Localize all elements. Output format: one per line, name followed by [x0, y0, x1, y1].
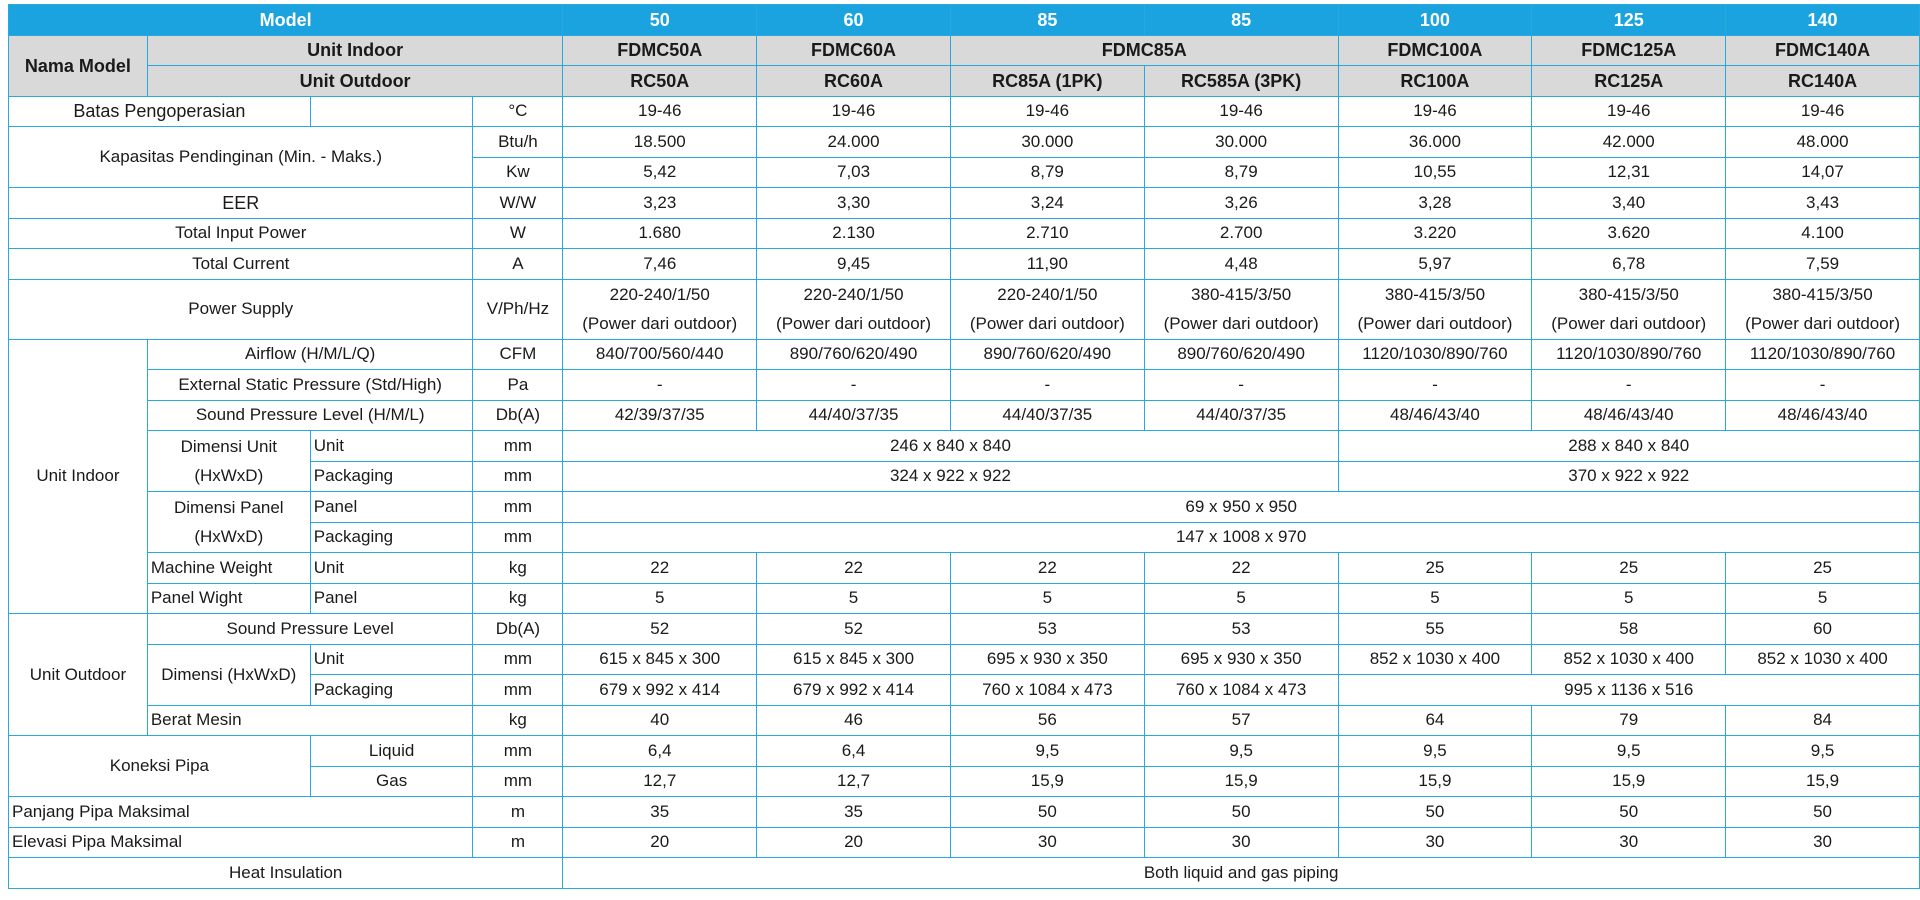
unit-cell: Btu/h [473, 127, 563, 158]
power-supply-line: 380-415/3/50 [1772, 284, 1873, 304]
value-cell: 42/39/37/35 [563, 400, 757, 431]
unit-cell: CFM [473, 339, 563, 370]
value-cell: 48/46/43/40 [1726, 400, 1920, 431]
machine-weight-row [9, 553, 1920, 584]
power-supply-note: (Power dari outdoor) [1745, 314, 1901, 333]
capacity-cell: 125 [1532, 5, 1726, 36]
power-supply-line: 220-240/1/50 [803, 284, 904, 304]
power-supply-note: (Power dari outdoor) [969, 314, 1125, 333]
power-supply-cell [563, 279, 757, 339]
value-cell: 25 [1726, 553, 1920, 584]
value-cell: 30 [1532, 827, 1726, 858]
value-cell: 5 [1532, 583, 1726, 614]
outdoor-model-cell: RC100A [1338, 66, 1532, 97]
value-cell: 60 [1726, 614, 1920, 645]
value-cell: - [950, 370, 1144, 401]
value-cell: 9,5 [1338, 736, 1532, 767]
outdoor-model-cell: RC585A (3PK) [1144, 66, 1338, 97]
value-cell: 370 x 922 x 922 [1338, 461, 1919, 492]
unit-cell: °C [473, 96, 563, 127]
indoor-model-cell: FDMC85A [950, 35, 1338, 66]
indoor-model-cell: FDMC140A [1726, 35, 1920, 66]
outdoor-dim-unit-row [9, 644, 1920, 675]
max-pipe-length-row [9, 797, 1920, 828]
value-cell: 695 x 930 x 350 [1144, 644, 1338, 675]
row-label: Heat Insulation [9, 858, 563, 889]
row-label: Power Supply [9, 279, 473, 339]
model-header-label: Model [9, 5, 563, 36]
value-cell: 9,5 [950, 736, 1144, 767]
value-cell: 9,5 [1144, 736, 1338, 767]
value-cell: 1120/1030/890/760 [1532, 339, 1726, 370]
value-cell: 35 [757, 797, 951, 828]
unit-cell: mm [473, 766, 563, 797]
value-cell: 4,48 [1144, 249, 1338, 280]
value-cell: 25 [1532, 553, 1726, 584]
unit-cell: mm [473, 431, 563, 462]
value-cell: 5 [563, 583, 757, 614]
value-cell: 19-46 [950, 96, 1144, 127]
row-label: Total Input Power [9, 218, 473, 249]
value-cell: 15,9 [1338, 766, 1532, 797]
row-label: Sound Pressure Level [147, 614, 473, 645]
value-cell: 10,55 [1338, 157, 1532, 188]
dim-unit-label [147, 431, 310, 492]
dim-unit-label-line2: (HxWxD) [194, 466, 264, 485]
unit-cell: Db(A) [473, 400, 563, 431]
value-cell: 288 x 840 x 840 [1338, 431, 1919, 462]
value-cell: 42.000 [1532, 127, 1726, 158]
unit-cell: mm [473, 461, 563, 492]
sub-label: Packaging [310, 461, 473, 492]
value-cell: 6,4 [757, 736, 951, 767]
value-cell: 44/40/37/35 [1144, 400, 1338, 431]
value-cell: 84 [1726, 705, 1920, 736]
airflow-row [9, 339, 1920, 370]
value-cell: 57 [1144, 705, 1338, 736]
sub-label: Packaging [310, 675, 473, 706]
outdoor-weight-row [9, 705, 1920, 736]
value-cell: 52 [563, 614, 757, 645]
row-label: Panel Wight [147, 583, 310, 614]
value-cell: 40 [563, 705, 757, 736]
value-cell: 69 x 950 x 950 [563, 492, 1920, 523]
value-cell: 3.620 [1532, 218, 1726, 249]
unit-cell: m [473, 827, 563, 858]
sub-label: Panel [310, 492, 473, 523]
value-cell: 22 [757, 553, 951, 584]
value-cell: 3.220 [1338, 218, 1532, 249]
value-cell: 79 [1532, 705, 1726, 736]
value-cell: 3,40 [1532, 188, 1726, 219]
value-cell: 50 [1144, 797, 1338, 828]
indoor-unit-label: Unit Indoor [147, 35, 563, 66]
value-cell: 25 [1338, 553, 1532, 584]
value-cell: 2.700 [1144, 218, 1338, 249]
value-cell: 2.130 [757, 218, 951, 249]
power-supply-note: (Power dari outdoor) [776, 314, 932, 333]
value-cell: 30.000 [1144, 127, 1338, 158]
value-cell: 3,26 [1144, 188, 1338, 219]
value-cell: 760 x 1084 x 473 [1144, 675, 1338, 706]
value-cell: 53 [1144, 614, 1338, 645]
value-cell: 22 [1144, 553, 1338, 584]
unit-cell: kg [473, 583, 563, 614]
outdoor-unit-label: Unit Outdoor [147, 66, 563, 97]
outdoor-model-cell: RC125A [1532, 66, 1726, 97]
outdoor-model-cell: RC140A [1726, 66, 1920, 97]
value-cell: 615 x 845 x 300 [563, 644, 757, 675]
value-cell: 1.680 [563, 218, 757, 249]
value-cell: 46 [757, 705, 951, 736]
value-cell: 30 [1338, 827, 1532, 858]
sub-label: Liquid [310, 736, 473, 767]
indoor-model-cell: FDMC100A [1338, 35, 1532, 66]
power-supply-cell [950, 279, 1144, 339]
empty-cell [310, 96, 473, 127]
value-cell: 695 x 930 x 350 [950, 644, 1144, 675]
unit-cell: V/Ph/Hz [473, 279, 563, 339]
value-cell: 5 [757, 583, 951, 614]
value-cell: 11,90 [950, 249, 1144, 280]
value-cell: 5,97 [1338, 249, 1532, 280]
row-label: Airflow (H/M/L/Q) [147, 339, 473, 370]
power-supply-line: 380-415/3/50 [1191, 284, 1292, 304]
outdoor-model-cell: RC50A [563, 66, 757, 97]
value-cell: 7,03 [757, 157, 951, 188]
value-cell: 760 x 1084 x 473 [950, 675, 1144, 706]
value-cell: - [563, 370, 757, 401]
value-cell: 50 [1532, 797, 1726, 828]
value-cell: 9,5 [1726, 736, 1920, 767]
value-cell: 2.710 [950, 218, 1144, 249]
value-cell: 3,24 [950, 188, 1144, 219]
value-cell: 24.000 [757, 127, 951, 158]
value-cell: 30 [1726, 827, 1920, 858]
value-cell: - [757, 370, 951, 401]
sub-label: Unit [310, 431, 473, 462]
pipe-section-label: Koneksi Pipa [9, 736, 311, 797]
indoor-dim-unit-row [9, 431, 1920, 462]
row-label: Berat Mesin [147, 705, 473, 736]
row-label: Machine Weight [147, 553, 310, 584]
outdoor-dim-label: Dimensi (HxWxD) [147, 644, 310, 705]
value-cell: 1120/1030/890/760 [1338, 339, 1532, 370]
value-cell: 15,9 [1532, 766, 1726, 797]
row-label: Kapasitas Pendinginan (Min. - Maks.) [9, 127, 473, 188]
power-supply-cell [1726, 279, 1920, 339]
model-header-row [9, 5, 1920, 36]
power-supply-cell [1532, 279, 1726, 339]
unit-cell: kg [473, 705, 563, 736]
value-cell: 324 x 922 x 922 [563, 461, 1338, 492]
value-cell: 12,7 [563, 766, 757, 797]
value-cell: 147 x 1008 x 970 [563, 522, 1920, 553]
value-cell: 36.000 [1338, 127, 1532, 158]
dim-panel-label [147, 492, 310, 553]
outdoor-model-cell: RC60A [757, 66, 951, 97]
value-cell: 12,7 [757, 766, 951, 797]
capacity-cell: 85 [950, 5, 1144, 36]
outdoor-model-cell: RC85A (1PK) [950, 66, 1144, 97]
capacity-cell: 50 [563, 5, 757, 36]
value-cell: 8,79 [950, 157, 1144, 188]
value-cell: 52 [757, 614, 951, 645]
value-cell: - [1338, 370, 1532, 401]
power-supply-note: (Power dari outdoor) [1551, 314, 1707, 333]
model-name-label: Nama Model [9, 35, 148, 96]
power-supply-row [9, 279, 1920, 339]
value-cell: 1120/1030/890/760 [1726, 339, 1920, 370]
value-cell: 20 [757, 827, 951, 858]
value-cell: 19-46 [1144, 96, 1338, 127]
indoor-model-row [9, 35, 1920, 66]
unit-cell: Pa [473, 370, 563, 401]
value-cell: 44/40/37/35 [757, 400, 951, 431]
value-cell: 6,4 [563, 736, 757, 767]
panel-weight-row [9, 583, 1920, 614]
value-cell: 58 [1532, 614, 1726, 645]
value-cell: 3,23 [563, 188, 757, 219]
indoor-spl-row [9, 400, 1920, 431]
value-cell: - [1144, 370, 1338, 401]
value-cell: 50 [950, 797, 1144, 828]
value-cell: - [1726, 370, 1920, 401]
row-label: EER [9, 188, 473, 219]
power-supply-note: (Power dari outdoor) [1357, 314, 1513, 333]
value-cell: 19-46 [1338, 96, 1532, 127]
power-supply-cell [1338, 279, 1532, 339]
indoor-model-cell: FDMC50A [563, 35, 757, 66]
value-cell: 840/700/560/440 [563, 339, 757, 370]
panel-dim-row [9, 492, 1920, 523]
value-cell: 890/760/620/490 [1144, 339, 1338, 370]
value-cell: 44/40/37/35 [950, 400, 1144, 431]
power-supply-line: 220-240/1/50 [609, 284, 710, 304]
value-cell: 53 [950, 614, 1144, 645]
value-cell: 3,28 [1338, 188, 1532, 219]
value-cell: 22 [563, 553, 757, 584]
value-cell: 15,9 [1726, 766, 1920, 797]
row-label: External Static Pressure (Std/High) [147, 370, 473, 401]
unit-cell: W/W [473, 188, 563, 219]
unit-cell: Db(A) [473, 614, 563, 645]
power-supply-note: (Power dari outdoor) [582, 314, 738, 333]
specification-table [8, 4, 1920, 889]
value-cell: 20 [563, 827, 757, 858]
value-cell: 64 [1338, 705, 1532, 736]
sub-label: Unit [310, 553, 473, 584]
value-cell: 890/760/620/490 [757, 339, 951, 370]
value-cell: 246 x 840 x 840 [563, 431, 1338, 462]
value-cell: 50 [1338, 797, 1532, 828]
value-cell: 56 [950, 705, 1144, 736]
indoor-model-cell: FDMC125A [1532, 35, 1726, 66]
power-supply-note: (Power dari outdoor) [1163, 314, 1319, 333]
value-cell: 19-46 [757, 96, 951, 127]
dim-unit-label-line1: Dimensi Unit [180, 436, 277, 456]
unit-cell: W [473, 218, 563, 249]
value-cell: 615 x 845 x 300 [757, 644, 951, 675]
sub-label: Unit [310, 644, 473, 675]
value-cell: 35 [563, 797, 757, 828]
max-pipe-elevation-row [9, 827, 1920, 858]
power-supply-cell [1144, 279, 1338, 339]
value-cell: 14,07 [1726, 157, 1920, 188]
power-supply-line: 380-415/3/50 [1384, 284, 1486, 304]
value-cell: 3,30 [757, 188, 951, 219]
indoor-model-cell: FDMC60A [757, 35, 951, 66]
value-cell: 852 x 1030 x 400 [1532, 644, 1726, 675]
value-cell: 50 [1726, 797, 1920, 828]
unit-cell: A [473, 249, 563, 280]
sub-label: Panel [310, 583, 473, 614]
unit-cell: mm [473, 675, 563, 706]
value-cell: 12,31 [1532, 157, 1726, 188]
value-cell: 30 [1144, 827, 1338, 858]
heat-insulation-row [9, 858, 1920, 889]
power-supply-line: 220-240/1/50 [997, 284, 1098, 304]
value-cell: 6,78 [1532, 249, 1726, 280]
pipe-liquid-row [9, 736, 1920, 767]
value-cell: 18.500 [563, 127, 757, 158]
value-cell: Both liquid and gas piping [563, 858, 1920, 889]
value-cell: 19-46 [1532, 96, 1726, 127]
value-cell: 55 [1338, 614, 1532, 645]
value-cell: 852 x 1030 x 400 [1726, 644, 1920, 675]
value-cell: 19-46 [563, 96, 757, 127]
value-cell: 48/46/43/40 [1532, 400, 1726, 431]
value-cell: 5,42 [563, 157, 757, 188]
value-cell: 15,9 [950, 766, 1144, 797]
value-cell: 22 [950, 553, 1144, 584]
power-supply-cell [757, 279, 951, 339]
value-cell: 7,46 [563, 249, 757, 280]
unit-cell: kg [473, 553, 563, 584]
value-cell: - [1532, 370, 1726, 401]
cooling-capacity-btu-row [9, 127, 1920, 158]
value-cell: 30.000 [950, 127, 1144, 158]
value-cell: 9,45 [757, 249, 951, 280]
current-row [9, 249, 1920, 280]
dim-panel-label-line1: Dimensi Panel [173, 497, 284, 517]
input-power-row [9, 218, 1920, 249]
value-cell: 30 [950, 827, 1144, 858]
value-cell: 19-46 [1726, 96, 1920, 127]
capacity-cell: 140 [1726, 5, 1920, 36]
value-cell: 8,79 [1144, 157, 1338, 188]
value-cell: 3,43 [1726, 188, 1920, 219]
value-cell: 5 [950, 583, 1144, 614]
value-cell: 5 [1338, 583, 1532, 614]
row-label: Panjang Pipa Maksimal [9, 797, 473, 828]
value-cell: 15,9 [1144, 766, 1338, 797]
outdoor-model-row [9, 66, 1920, 97]
sub-label: Gas [310, 766, 473, 797]
value-cell: 679 x 992 x 414 [563, 675, 757, 706]
operating-range-row [9, 96, 1920, 127]
dim-panel-label-line2: (HxWxD) [194, 527, 264, 546]
unit-cell: mm [473, 522, 563, 553]
value-cell: 679 x 992 x 414 [757, 675, 951, 706]
value-cell: 4.100 [1726, 218, 1920, 249]
row-label: Total Current [9, 249, 473, 280]
unit-cell: mm [473, 492, 563, 523]
value-cell: 890/760/620/490 [950, 339, 1144, 370]
unit-cell: mm [473, 736, 563, 767]
value-cell: 852 x 1030 x 400 [1338, 644, 1532, 675]
sub-label: Packaging [310, 522, 473, 553]
eer-row [9, 188, 1920, 219]
unit-cell: mm [473, 644, 563, 675]
outdoor-spl-row [9, 614, 1920, 645]
value-cell: 9,5 [1532, 736, 1726, 767]
value-cell: 48.000 [1726, 127, 1920, 158]
value-cell: 995 x 1136 x 516 [1338, 675, 1919, 706]
value-cell: 5 [1144, 583, 1338, 614]
capacity-cell: 85 [1144, 5, 1338, 36]
esp-row [9, 370, 1920, 401]
outdoor-section-label: Unit Outdoor [9, 614, 148, 736]
row-label: Sound Pressure Level (H/M/L) [147, 400, 473, 431]
value-cell: 7,59 [1726, 249, 1920, 280]
power-supply-line: 380-415/3/50 [1578, 284, 1679, 304]
row-label: Batas Pengoperasian [9, 96, 311, 127]
value-cell: 5 [1726, 583, 1920, 614]
capacity-cell: 60 [757, 5, 951, 36]
unit-cell: m [473, 797, 563, 828]
capacity-cell: 100 [1338, 5, 1532, 36]
indoor-section-label: Unit Indoor [9, 339, 148, 614]
unit-cell: Kw [473, 157, 563, 188]
value-cell: 48/46/43/40 [1338, 400, 1532, 431]
row-label: Elevasi Pipa Maksimal [9, 827, 473, 858]
